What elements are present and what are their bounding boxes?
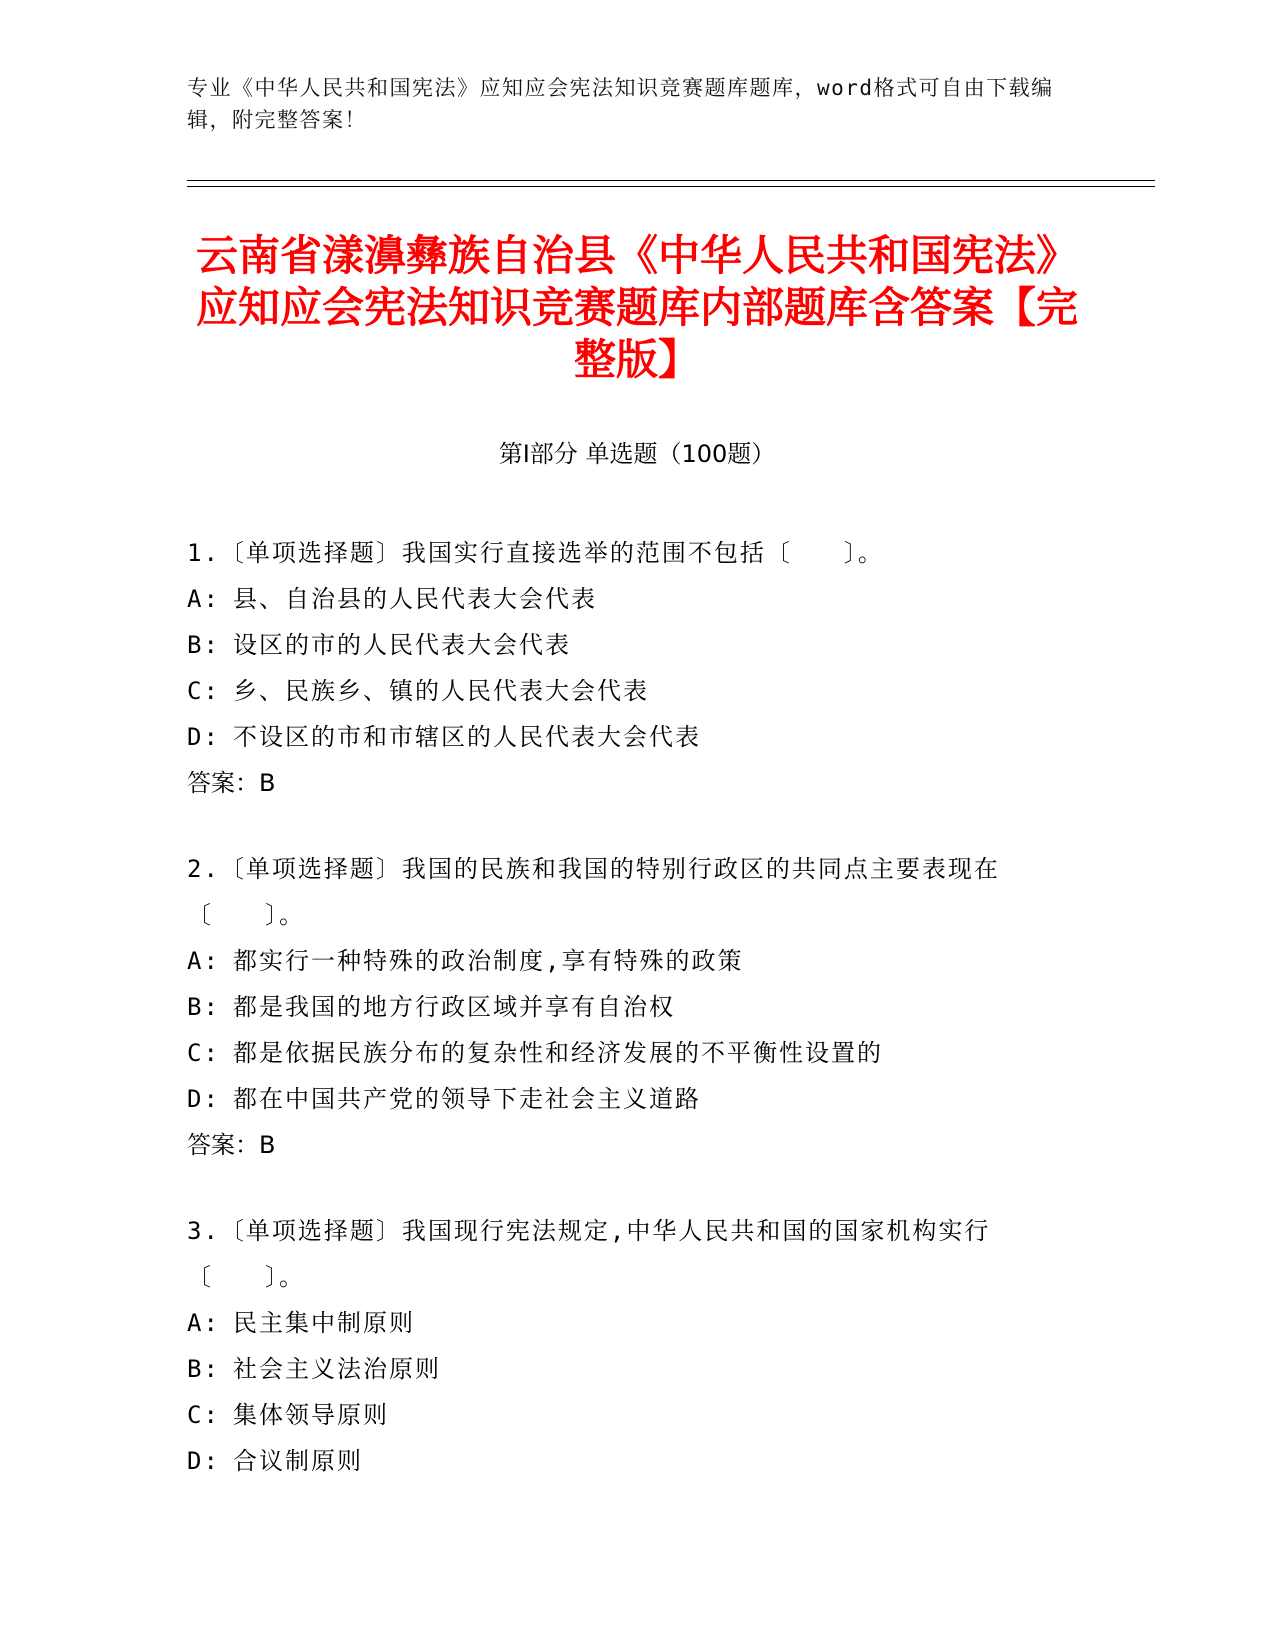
option-a — [187, 1300, 1087, 1346]
document-title: 云南省漾濞彝族自治县《中华人民共和国宪法》应知应会宪法知识竞赛题库内部题库含答案【完整版】 — [195, 231, 1078, 384]
question-stem: 1.〔单项选择题〕我国实行直接选举的范围不包括〔 〕。 — [187, 539, 884, 567]
answer-line: 答案：B — [187, 1131, 276, 1159]
option-c — [187, 668, 1087, 714]
option-key: A: — [187, 947, 220, 975]
question-2 — [187, 846, 1087, 1168]
option-key: B: — [187, 993, 220, 1021]
option-text: 县、自治县的人民代表大会代表 — [233, 585, 597, 613]
option-key: C: — [187, 1039, 220, 1067]
option-d — [187, 714, 1087, 760]
option-text: 都是依据民族分布的复杂性和经济发展的不平衡性设置的 — [233, 1039, 883, 1067]
option-key: C: — [187, 677, 220, 705]
option-b — [187, 984, 1087, 1030]
option-text: 都在中国共产党的领导下走社会主义道路 — [233, 1085, 701, 1113]
option-text: 集体领导原则 — [233, 1401, 389, 1429]
option-key: B: — [187, 631, 220, 659]
answer-line: 答案：B — [187, 769, 276, 797]
option-key: D: — [187, 1447, 220, 1475]
option-text: 都实行一种特殊的政治制度,享有特殊的政策 — [233, 947, 744, 975]
option-a — [187, 938, 1087, 984]
question-stem: 3.〔单项选择题〕我国现行宪法规定,中华人民共和国的国家机构实行〔 〕。 — [187, 1217, 991, 1291]
question-stem: 2.〔单项选择题〕我国的民族和我国的特别行政区的共同点主要表现在〔 〕。 — [187, 855, 1000, 929]
option-key: C: — [187, 1401, 220, 1429]
option-key: A: — [187, 585, 220, 613]
option-b — [187, 1346, 1087, 1392]
option-key: B: — [187, 1355, 220, 1383]
option-text: 设区的市的人民代表大会代表 — [233, 631, 571, 659]
option-c — [187, 1030, 1087, 1076]
option-a — [187, 576, 1087, 622]
header-divider-top — [187, 180, 1155, 181]
option-key: D: — [187, 1085, 220, 1113]
option-text: 乡、民族乡、镇的人民代表大会代表 — [233, 677, 649, 705]
option-d — [187, 1076, 1087, 1122]
header-note: 专业《中华人民共和国宪法》应知应会宪法知识竞赛题库题库，word格式可自由下载编辑，附完整答案！ — [187, 76, 1054, 132]
option-text: 合议制原则 — [233, 1447, 363, 1475]
option-text: 民主集中制原则 — [233, 1309, 415, 1337]
question-1 — [187, 530, 1087, 806]
option-text: 社会主义法治原则 — [233, 1355, 441, 1383]
option-text: 都是我国的地方行政区域并享有自治权 — [233, 993, 675, 1021]
section-heading: 第Ⅰ部分 单选题（100题） — [498, 440, 776, 468]
question-3 — [187, 1208, 1087, 1484]
option-c — [187, 1392, 1087, 1438]
option-key: D: — [187, 723, 220, 751]
question-list — [187, 530, 1087, 1524]
option-key: A: — [187, 1309, 220, 1337]
header-divider-bottom — [187, 186, 1155, 187]
option-text: 不设区的市和市辖区的人民代表大会代表 — [233, 723, 701, 751]
option-d — [187, 1438, 1087, 1484]
option-b — [187, 622, 1087, 668]
